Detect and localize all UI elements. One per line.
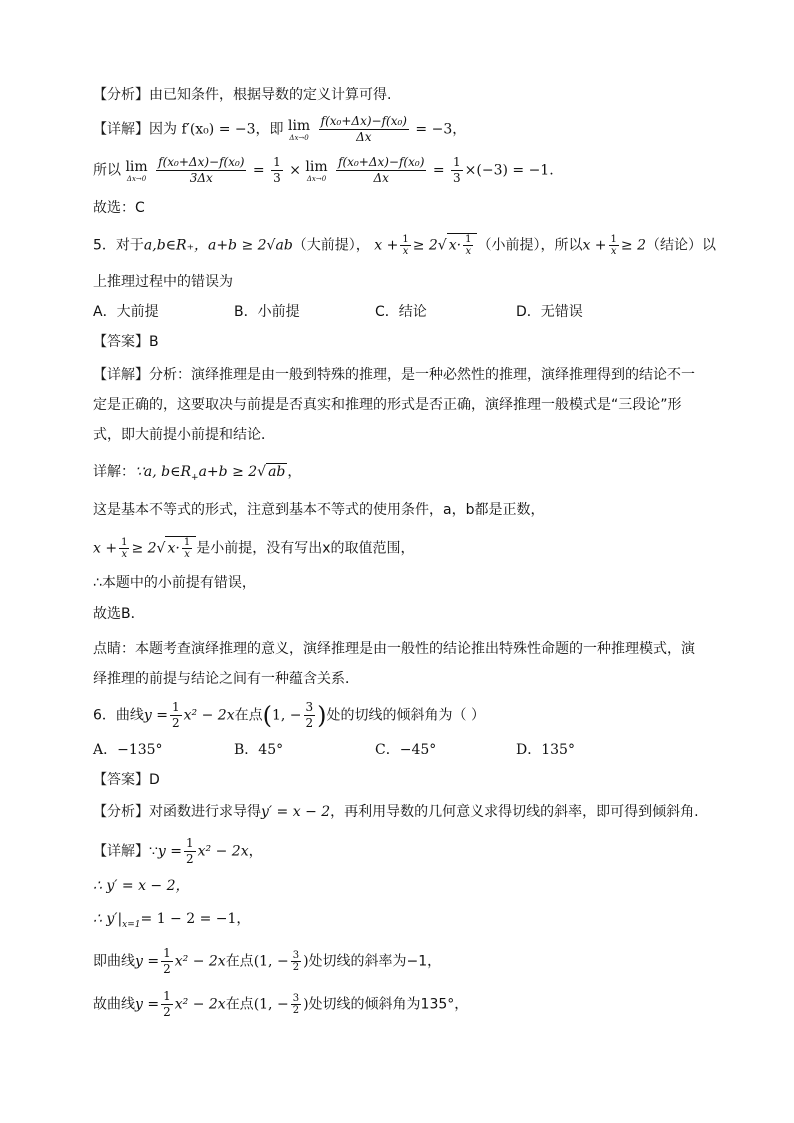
limit-label-2: lim <box>125 158 148 175</box>
mp-b: ≥ 2 <box>131 540 157 557</box>
mp-rad-frac <box>182 537 192 560</box>
third-den-2: 3 <box>453 171 461 185</box>
q5-detail-paragraph <box>93 360 701 450</box>
slope-concl-pn: 3 <box>292 950 300 961</box>
q6-half <box>170 700 182 731</box>
q6-tail: 处的切线的倾斜角为（ ） <box>326 707 485 724</box>
limit-label: lim <box>287 117 311 134</box>
q6-point-frac <box>304 700 316 731</box>
analysis-line <box>93 85 391 105</box>
q6-option-d: D．135° <box>516 742 575 758</box>
mp-frac-den: x <box>121 549 128 560</box>
mp-a: x + <box>93 540 118 557</box>
q6-detail-line-1 <box>93 836 263 867</box>
third-den-1: 3 <box>273 171 281 185</box>
q6-option-c: C．−45° <box>375 742 437 758</box>
detail-tag-5: 【详解】 <box>93 367 149 383</box>
q6-analysis-post: ，再利用导数的几何意义求得切线的斜率，即可得到倾斜角. <box>330 804 699 820</box>
q5-conclusion: （结论）以 <box>646 237 716 254</box>
q5-rad-den: x <box>465 246 472 257</box>
q5-frac-2 <box>609 234 619 257</box>
mp-radicand <box>165 536 196 560</box>
q5-cond: a,b∈R₊ <box>143 237 194 254</box>
mp-frac-num: 1 <box>121 537 128 548</box>
question-5-line-1: 5．对于a,b∈R₊，a+b ≥ 2√ab（大前提）， x + $\frac{1}{x}$ ≥ 2√ x· $\frac{1}{x}$ （小前提），所以x + $\frac{1}{x}$ ≥ 2（结论）以 <box>93 234 716 257</box>
q5-radicand <box>447 233 478 257</box>
q6d-y: y = <box>157 843 183 860</box>
q5-rad-frac <box>463 234 473 257</box>
q5-ineq2-a: x + <box>374 237 399 254</box>
detail-line-2 <box>93 155 554 186</box>
q6-slope-conclusion <box>93 946 441 977</box>
limit-operator-3 <box>305 159 327 183</box>
limit-operator <box>288 118 310 142</box>
angle-concl-pd: 2 <box>292 1005 300 1016</box>
detail-prefix: 详解： <box>93 464 135 480</box>
detail-pre: 因为 <box>149 121 177 138</box>
q5-answer: B <box>149 334 159 350</box>
limit-sub: Δx→0 <box>289 133 309 142</box>
derivative-text: ∴ y′ = x − 2， <box>93 878 190 894</box>
q6-option-a: A．−135° <box>93 742 163 758</box>
answer-tag: 【答案】 <box>93 334 149 350</box>
slope-concl-pre: 即曲线 <box>93 953 135 970</box>
choose-c-line <box>93 198 145 218</box>
one-third-1 <box>271 155 283 186</box>
limit-label-3: lim <box>305 158 328 175</box>
basic-ineq-text: 这是基本不等式的形式，注意到基本不等式的使用条件，a，b都是正数， <box>93 502 545 518</box>
q5-ineq2-b: ≥ 2 <box>412 237 438 254</box>
angle-concl-num: 1 <box>163 989 171 1003</box>
question-6-options <box>93 740 657 760</box>
so-text: 所以 <box>93 162 121 179</box>
q5-frac2-den: x <box>610 246 617 257</box>
third-num-1: 1 <box>273 155 281 169</box>
detail-post: ， <box>287 464 302 480</box>
q6-option-b: B．45° <box>234 742 284 758</box>
detail-rhs: = −3， <box>415 121 467 138</box>
q5-option-d: D．无错误 <box>516 304 583 320</box>
limit-sub-3: Δx→0 <box>306 174 327 183</box>
angle-concl-point-frac <box>291 993 301 1016</box>
angle-concl-y: y = <box>135 996 160 1013</box>
q5-detail-line: 详解：∵a, $b\in R_+a+b \ge 2√$ ab ， <box>93 464 302 483</box>
slope-concl-pb: ) <box>303 953 309 970</box>
detail-radicand: ab <box>268 464 286 480</box>
q-num: f(x₀+Δx)−f(x₀) <box>338 155 425 169</box>
question-5-options <box>93 302 657 322</box>
remark-text: 点睛：本题考查演绎推理的意义，演绎推理是由一般性的结论推出特殊性命题的一种推理模式，演绎推理的前提与结论之间有一种蕴含关系． <box>93 641 695 687</box>
analysis-tag-6: 【分析】 <box>93 804 149 820</box>
q5-option-a: A．大前提 <box>93 304 159 320</box>
angle-concl-den: 2 <box>163 1005 171 1019</box>
mp-frac <box>119 537 129 560</box>
slope-concl-mid: 在点 <box>225 953 254 970</box>
slope-concl-expr: x² − 2x <box>174 953 226 970</box>
q5-frac1-num: 1 <box>402 234 409 245</box>
slope-concl-den: 2 <box>163 962 171 976</box>
detail-math: ∵a, b∈R <box>135 464 192 480</box>
q5-rad-num: 1 <box>465 234 472 245</box>
q5-rad-x: x· <box>448 237 462 254</box>
q6-analysis-pre: 对函数进行求导得 <box>149 804 261 820</box>
q6-derivative-line <box>93 876 190 896</box>
q3-den: 3Δx <box>189 171 213 185</box>
q5-frac1-den: x <box>402 246 409 257</box>
angle-concl-expr: x² − 2x <box>174 996 226 1013</box>
mp-post: 是小前提，没有写出x的取值范围， <box>196 540 415 557</box>
question-5-line-2 <box>93 272 233 292</box>
q6-answer: D <box>149 772 160 788</box>
angle-concl-pa: (1, − <box>253 996 289 1013</box>
angle-concl-post: 处切线的倾斜角为135°， <box>308 996 469 1013</box>
slope-concl-post: 处切线的斜率为−1， <box>308 953 442 970</box>
q6-point-a: 1, − <box>271 707 302 724</box>
angle-concl-pb: ) <box>303 996 309 1013</box>
q5-ineq1: ，a+b ≥ 2√ab <box>193 237 293 254</box>
angle-concl-pn: 3 <box>292 993 300 1004</box>
slope-sub: x=1 <box>122 919 141 930</box>
q6-y: y = <box>143 707 169 724</box>
derivative-condition: f′(x₀) = −3 <box>181 121 256 138</box>
q6d-post: ， <box>248 843 263 860</box>
mp-rad-num: 1 <box>183 537 191 548</box>
dq-numerator: f(x₀+Δx)−f(x₀) <box>320 114 407 128</box>
q-den: Δx <box>373 171 389 185</box>
slope-concl-pd: 2 <box>292 962 300 973</box>
q6-slope-line <box>93 909 250 935</box>
one-third-2 <box>451 155 463 186</box>
q6-analysis-line <box>93 802 699 822</box>
q6d-half-den: 2 <box>186 852 194 866</box>
q6-head: 6．曲线 <box>93 707 144 724</box>
slope-concl-point-frac <box>291 950 301 973</box>
q6d-expr: x² − 2x <box>197 843 249 860</box>
slope-post: = 1 − 2 = −1， <box>140 911 251 927</box>
q5-choose-b-line <box>93 604 145 624</box>
q5-option-b: B．小前提 <box>234 304 300 320</box>
third-num-2: 1 <box>453 155 461 169</box>
analysis-text: 由已知条件，根据导数的定义计算可得. <box>149 87 392 103</box>
q5-option-c: C．结论 <box>375 304 427 320</box>
quotient-3dx <box>156 155 246 186</box>
mp-rad-den: x <box>184 549 190 560</box>
detail-line-1 <box>93 114 466 145</box>
slope-concl-y: y = <box>135 953 160 970</box>
angle-concl-half <box>161 989 173 1020</box>
dq-denominator: Δx <box>356 130 372 144</box>
q5-answer-line <box>93 332 159 352</box>
q6-half-num: 1 <box>172 700 180 714</box>
times-sign: × <box>289 162 301 179</box>
question-6-line: 6．曲线y = $\frac{1}{2}$ x² − 2x在点(1, − $\frac{3}{2}$ )处的切线的倾斜角为（ ） <box>93 700 485 730</box>
result-tail: ×(−3) = −1. <box>464 162 554 179</box>
q5-detail-text: 分析：演绎推理是由一般到特殊的推理，是一种必然性的推理，演绎推理得到的结论不一定是正确的，这要取决与前提是否真实和推理的形式是否正确，演绎推理一般模式是“三段论”形式，即大前提小前提和结论． <box>93 367 695 443</box>
mp-rad-x: x· <box>167 540 180 557</box>
limit-sub-2: Δx→0 <box>126 174 147 183</box>
q5-major-premise: （大前提）， <box>292 237 370 254</box>
q6-answer-line <box>93 770 160 790</box>
q5-head: 5．对于 <box>93 237 144 254</box>
detail-tag: 【详解】 <box>93 121 149 138</box>
limit-operator-2 <box>125 159 147 183</box>
q5-basic-ineq-line <box>93 500 544 520</box>
q6d-half <box>184 836 196 867</box>
q6-point-num: 3 <box>305 700 314 714</box>
q5-ineq3-b: ≥ 2 <box>620 237 646 254</box>
quotient-dx <box>336 155 426 186</box>
eq-sign-1: = <box>252 162 265 179</box>
choose-c-text: 故选：C <box>93 200 145 216</box>
detail-mid: ，即 <box>255 121 284 138</box>
slope-pre: ∴ y′| <box>93 911 123 927</box>
detail-tag-6: 【详解】 <box>93 843 149 860</box>
q3-num: f(x₀+Δx)−f(x₀) <box>158 155 245 169</box>
detail-math2: a+b ≥ 2 <box>198 464 258 480</box>
slope-concl-pa: (1, − <box>253 953 289 970</box>
q5-frac2-num: 1 <box>610 234 617 245</box>
q6-point-den: 2 <box>305 716 314 730</box>
angle-concl-mid: 在点 <box>225 996 254 1013</box>
q5-therefore-line <box>93 573 256 593</box>
q6-expr: x² − 2x <box>183 707 235 724</box>
q5-minor-premise-line: x + $\frac{1}{x}$ ≥ 2√ x· $\frac{1}{x}$ 是小前提，没有写出x的取值范围， <box>93 537 415 560</box>
analysis-tag: 【分析】 <box>93 87 149 103</box>
q6-half-den: 2 <box>172 716 180 730</box>
answer-tag-6: 【答案】 <box>93 772 149 788</box>
q5-frac-1 <box>400 234 410 257</box>
q6d-half-num: 1 <box>186 836 194 850</box>
difference-quotient <box>319 114 409 145</box>
q6-mid: 在点 <box>234 707 263 724</box>
q5-ineq3-a: x + <box>582 237 607 254</box>
slope-concl-half <box>161 946 173 977</box>
therefore-text: ∴本题中的小前提有错误， <box>93 575 256 591</box>
q5-remark-paragraph <box>93 634 701 694</box>
detail-sub: + <box>191 472 199 483</box>
eq-sign-2: = <box>432 162 445 179</box>
q6-analysis-math: y′ = x − 2 <box>261 804 331 820</box>
q6-angle-conclusion <box>93 989 468 1020</box>
q5-line2-text: 上推理过程中的错误为 <box>93 274 233 290</box>
slope-concl-num: 1 <box>163 946 171 960</box>
choose-b-text: 故选B． <box>93 606 145 622</box>
because-sign: ∵ <box>149 843 158 860</box>
angle-concl-pre: 故曲线 <box>93 996 135 1013</box>
q5-minor-premise: （小前提），所以 <box>477 237 583 254</box>
